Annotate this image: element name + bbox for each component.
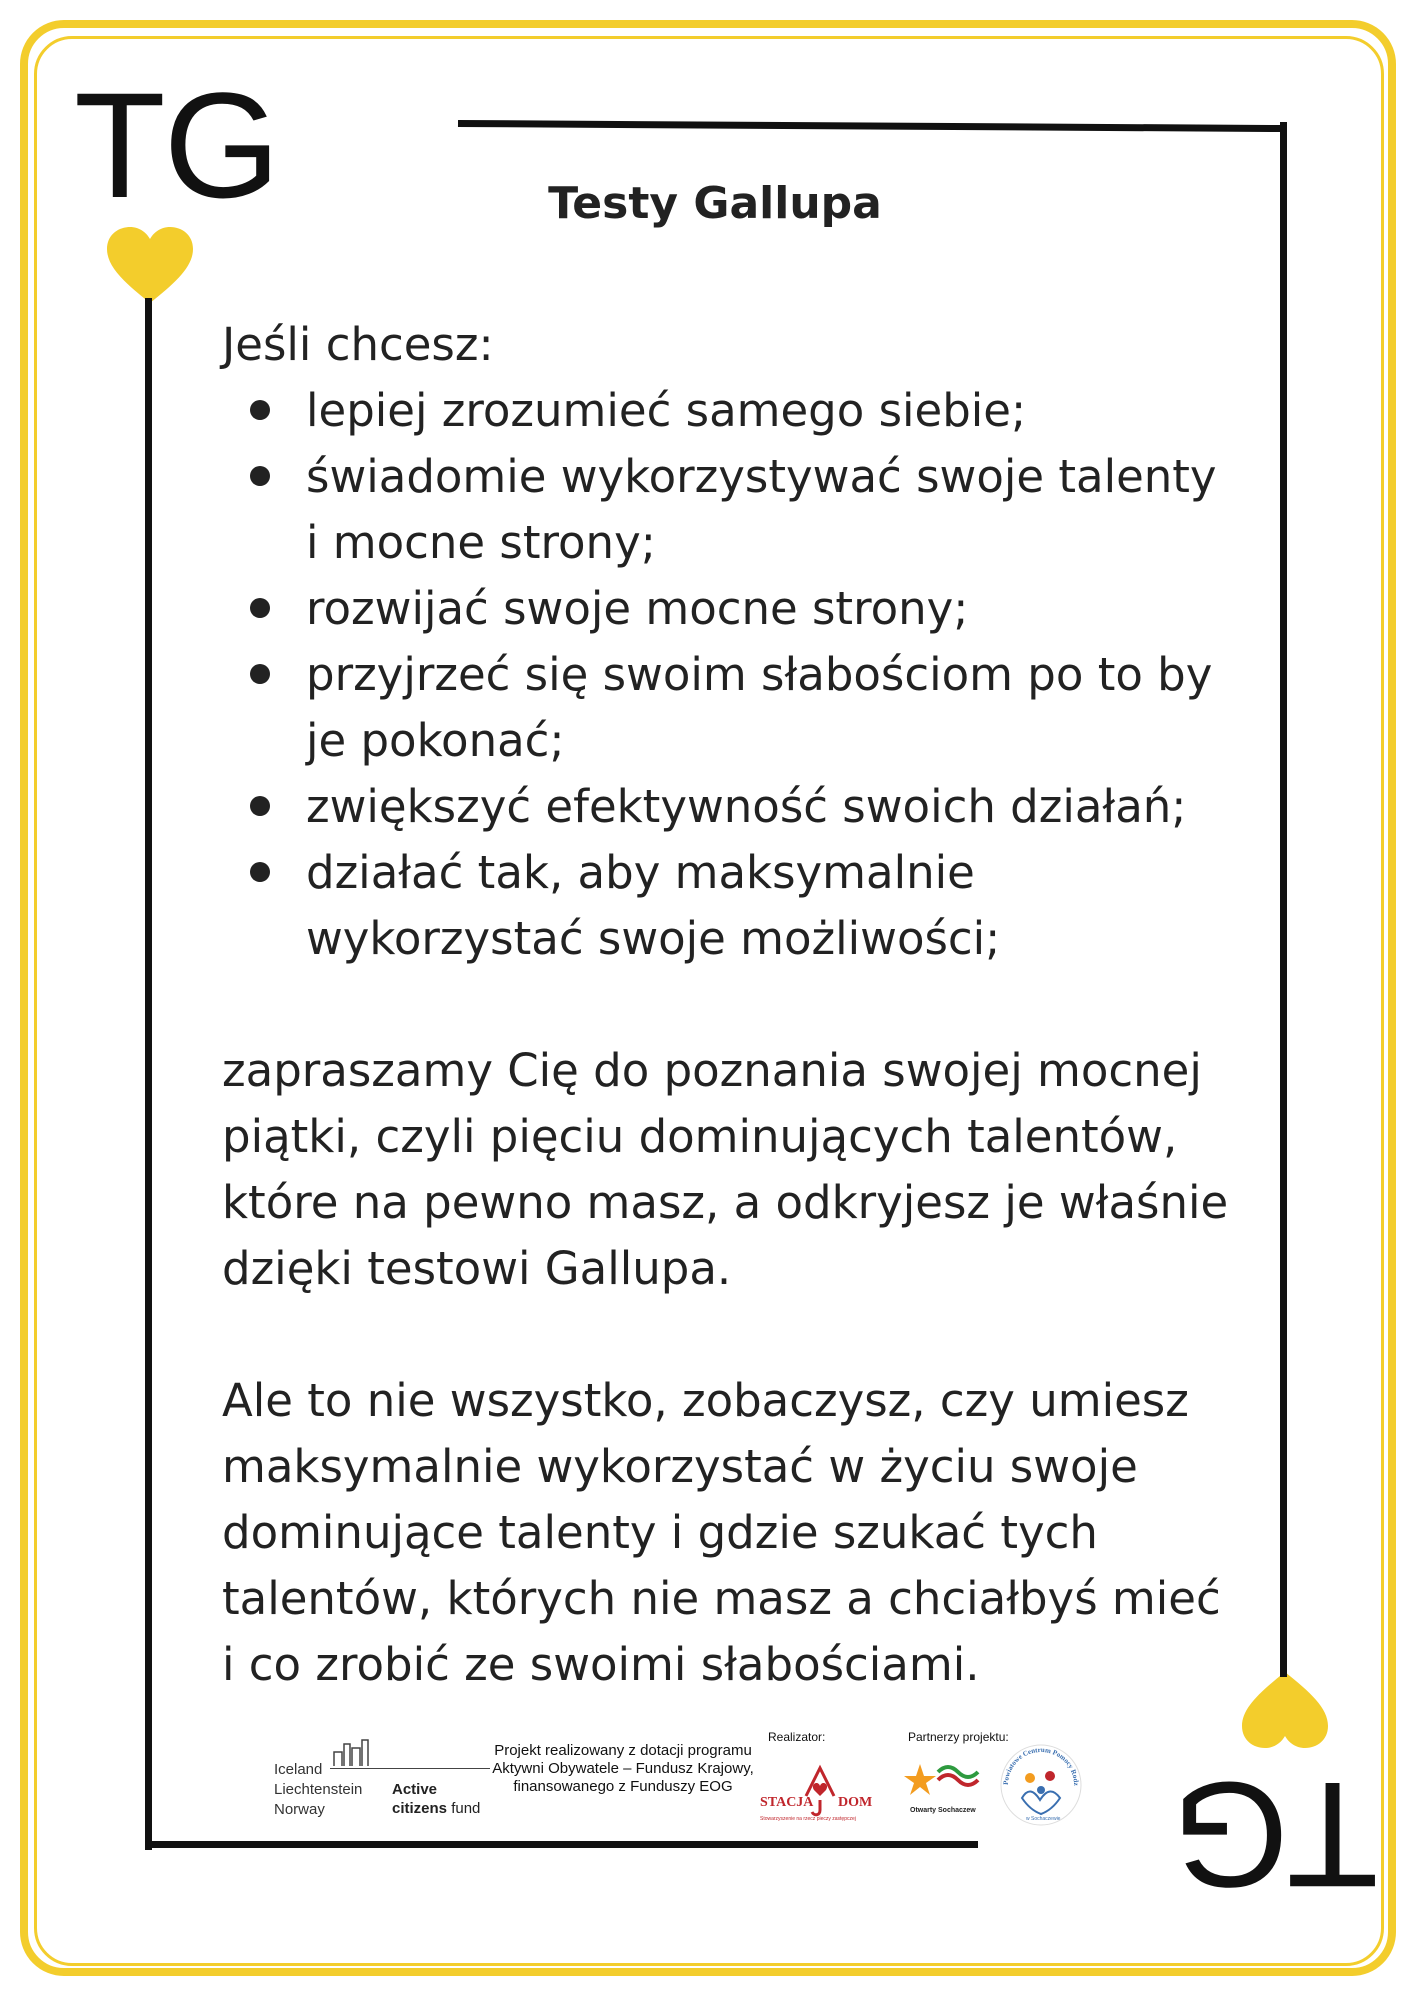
main-content: [222, 312, 1232, 1698]
heart-icon: [1240, 1670, 1330, 1750]
sponsor-footer: [270, 1730, 1090, 1840]
closing-paragraph: Ale to nie wszystko, zobaczysz, czy umiesz maksymalnie wykorzystać w życiu swoje dominujące talenty i gdzie szukać tych talentów, których nie masz a chciałbyś mieć i co zrobić ze swoimi słabościami.: [222, 1374, 1221, 1691]
realizator-tagline: Stowarzyszenie na rzecz pieczy zastępczej: [760, 1816, 856, 1822]
list-item-text: zwiększyć efektywność swoich działań;: [306, 780, 1187, 833]
fund-active-line: citizens fund: [392, 1800, 481, 1817]
invitation-paragraph: zapraszamy Cię do poznania swojej mocnej piątki, czyli pięciu dominujących talentów, które na pewno masz, a odkryjesz je właśnie dzięki testowi Gallupa.: [222, 1044, 1229, 1295]
realizator-label: Realizator:: [768, 1730, 826, 1744]
pcpr-logo: [996, 1740, 1086, 1830]
bullet-icon: [250, 796, 270, 816]
spacer: [222, 972, 1232, 1038]
project-funding-note: Projekt realizowany z dotacji programu Aktywni Obywatele – Fundusz Krajowy, finansowanego z Funduszy EOG: [492, 1742, 754, 1795]
list-item: [222, 576, 1232, 642]
list-item: [222, 444, 1232, 576]
fund-active-line: Active: [392, 1781, 438, 1798]
corner-label-top-left: TG: [74, 61, 279, 229]
frame-line-bottom: [148, 1841, 978, 1848]
spacer: [222, 1302, 1232, 1368]
list-item: [222, 378, 1232, 444]
page-title: Testy Gallupa: [548, 178, 882, 229]
partner2-name-path: Powiatowe Centrum Pomocy Rodz: [1001, 1745, 1081, 1786]
stacja-dom-logo: [758, 1744, 888, 1834]
list-item: [222, 840, 1232, 972]
bullet-icon: [250, 862, 270, 882]
country-name: Norway: [274, 1801, 325, 1818]
fund-active-word: citizens: [392, 1800, 448, 1817]
bullet-icon: [250, 400, 270, 420]
bullet-icon: [250, 664, 270, 684]
corner-label-bottom-right: TG: [1174, 1751, 1379, 1919]
partner2-sub: w Sochaczewie: [1026, 1816, 1061, 1822]
fund-active-text: [392, 1780, 480, 1818]
intro-text: Jeśli chcesz:: [222, 318, 494, 371]
fund-country-names: [274, 1760, 362, 1820]
partners-label: Partnerzy projektu:: [908, 1730, 1009, 1744]
bullet-icon: [250, 466, 270, 486]
list-item-text: rozwijać swoje mocne strony;: [306, 582, 969, 635]
heart-icon: [105, 225, 195, 305]
bullet-icon: [250, 598, 270, 618]
frame-line-right: [1280, 122, 1287, 1677]
otwarty-sochaczew-logo: [904, 1750, 984, 1830]
realizator-block: [758, 1730, 888, 1840]
list-item-text: lepiej zrozumieć samego siebie;: [306, 384, 1027, 437]
partners-block: [898, 1730, 1088, 1840]
list-item: [222, 642, 1232, 774]
country-name: Liechtenstein: [274, 1781, 363, 1798]
realizator-name-right: DOM: [838, 1795, 873, 1810]
country-name: Iceland: [274, 1761, 323, 1778]
realizator-name-left: STACJA: [760, 1795, 814, 1810]
frame-line-left: [145, 298, 152, 1850]
list-item: [222, 774, 1232, 840]
active-citizens-fund-logo: [270, 1738, 490, 1833]
list-item-text: świadomie wykorzystywać swoje talenty i mocne strony;: [306, 450, 1217, 569]
partner1-name: Otwarty Sochaczew: [910, 1807, 976, 1814]
list-item-text: przyjrzeć się swoim słabościom po to by je pokonać;: [306, 648, 1213, 767]
list-item-text: działać tak, aby maksymalnie wykorzystać swoje możliwości;: [306, 846, 1001, 965]
benefits-list: [222, 378, 1232, 972]
